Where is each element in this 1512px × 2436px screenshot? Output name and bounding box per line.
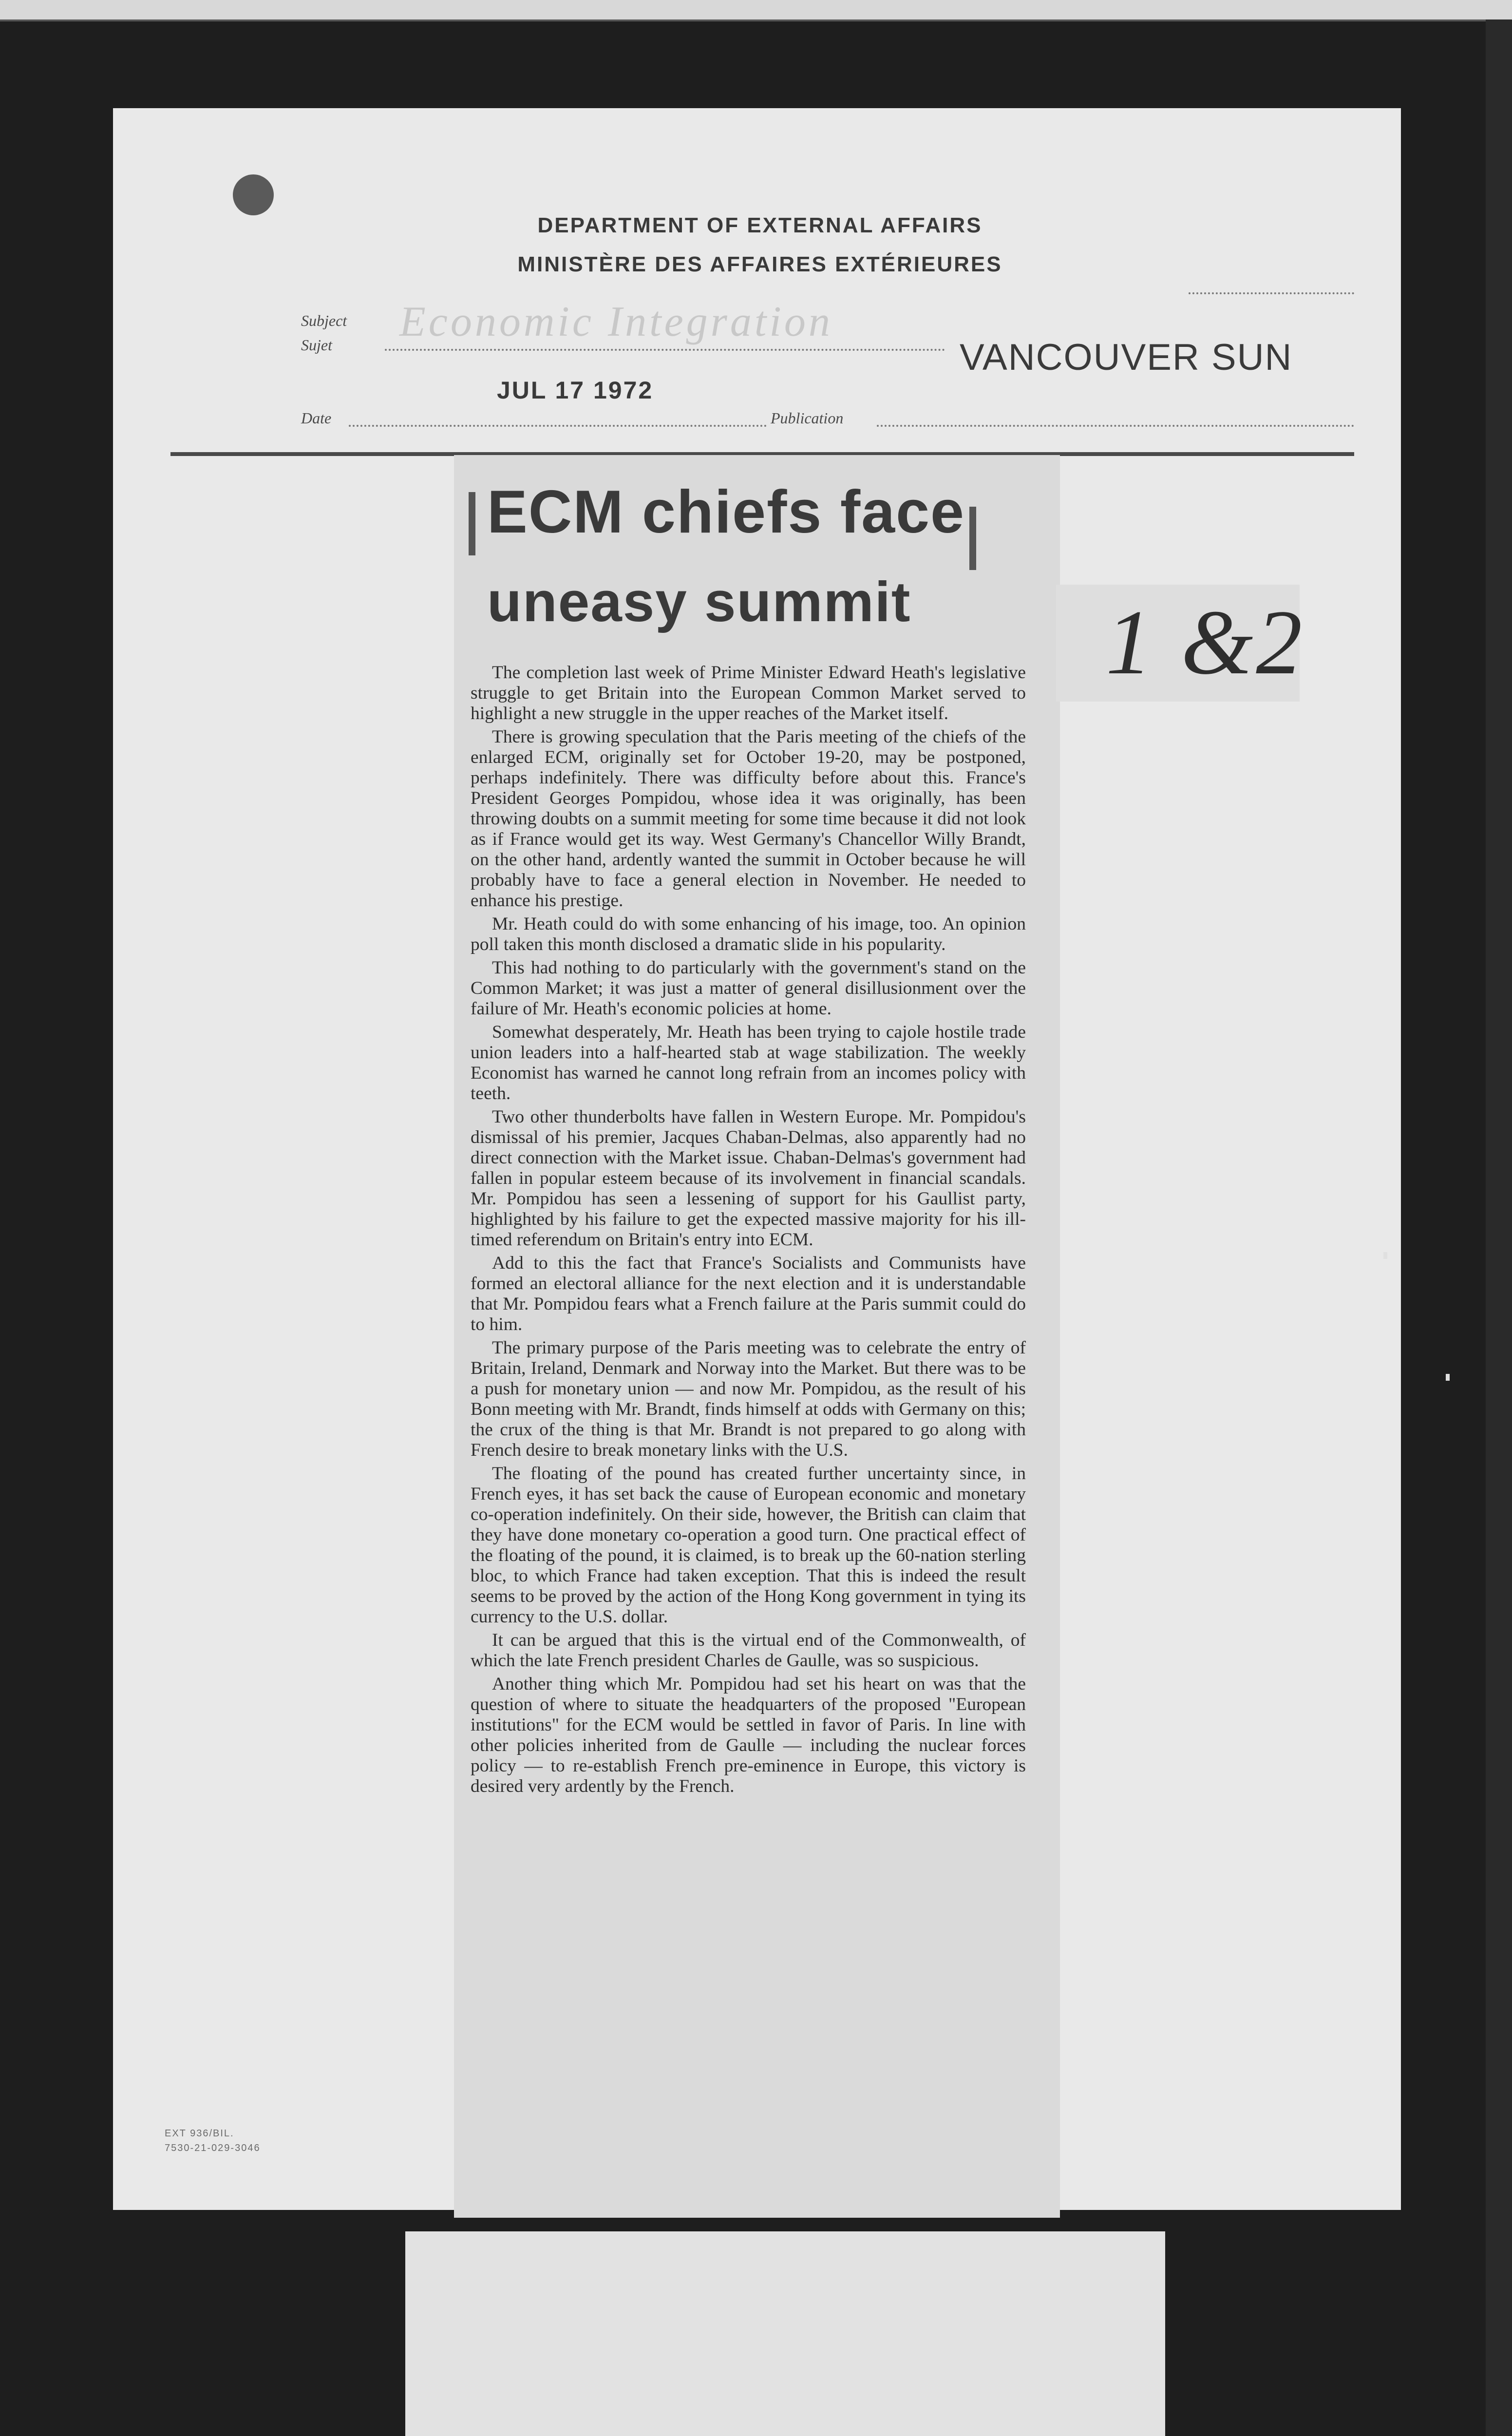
publication-name: VANCOUVER SUN [960, 337, 1293, 378]
article-paragraph: Mr. Heath could do with some enhancing of his image, too. An opinion poll taken this month disclosed a dramatic slide in his popularity. [471, 914, 1026, 954]
publication-label: Publication [771, 409, 844, 427]
dust-speck [1383, 1252, 1387, 1259]
subject-line-extension [1189, 292, 1354, 294]
subject-line [385, 349, 945, 351]
date-label: Date [301, 409, 332, 427]
headline-bracket-left [469, 492, 475, 555]
department-name-french: MINISTÈRE DES AFFAIRES EXTÉRIEURES [517, 252, 1002, 276]
subject-label: Subject [301, 312, 347, 329]
article-headline-line2: uneasy summit [487, 570, 911, 633]
article-paragraph: The floating of the pound has created further uncertainty since, in French eyes, it has set back the cause of European economic and monetary co-operation indefinitely. On their side, however, the British can claim that they have done monetary co-operation a good turn. One practical effect of the floating of the pound, it is claimed, is to break up the 60-nation sterling bloc, to which France had taken exception. That this is indeed the result seems to be proved by the action of the Hong Kong government in tying its currency to the U.S. dollar. [471, 1464, 1026, 1627]
page-marker: 1 &2 [1106, 591, 1305, 694]
binder-hole [233, 174, 274, 215]
subject-handwritten: Economic Integration [399, 298, 833, 345]
article-paragraph: Two other thunderbolts have fallen in Western Europe. Mr. Pompidou's dismissal of his premier, Jacques Chaban-Delmas, also apparently had no direct connection with the Market issue. Chaban-Delmas's government had fallen in popular esteem because of its involvement in financial scandals. Mr. Pompidou has seen a lessening of support for his Gaullist party, highlighted by his failure to get the expected massive majority for his ill-timed referendum on Britain's entry into ECM. [471, 1107, 1026, 1250]
article-paragraph: The primary purpose of the Paris meeting was to celebrate the entry of Britain, Ireland, Denmark and Norway into the Market. But there was to be a push for monetary union — and now Mr. Pompidou, as the result of his Bonn meeting with Mr. Brandt, finds himself at odds with Germany on this; the crux of the thing is that Mr. Brandt is not prepared to go along with French desire to break monetary links with the U.S. [471, 1338, 1026, 1460]
date-stamp: JUL 17 1972 [497, 377, 654, 404]
article-paragraph: Add to this the fact that France's Socialists and Communists have formed an electoral alliance for the next election and it is understandable that Mr. Pompidou fears what a French failure at the Paris summit could do to him. [471, 1253, 1026, 1334]
article-paragraph: Somewhat desperately, Mr. Heath has been trying to cajole hostile trade union leaders into a half-hearted stab at wage stabilization. The weekly Economist has warned he cannot long refrain from an incomes policy with teeth. [471, 1022, 1026, 1104]
article-headline-line1: ECM chiefs face [487, 478, 965, 546]
date-line [349, 425, 767, 427]
article-paragraph: Another thing which Mr. Pompidou had set his heart on was that the question of where to situate the headquarters of the proposed "European institutions" for the ECM would be settled in favor of Paris. In line with other policies inherited from de Gaulle — including the nuclear forces policy — to re-establish French pre-eminence in Europe, this victory is desired very ardently by the French. [471, 1674, 1026, 1796]
article-paragraph: There is growing speculation that the Paris meeting of the chiefs of the enlarged ECM, originally set for October 19-20, may be postponed, perhaps indefinitely. There was difficulty before about this. France's President Georges Pompidou, whose idea it was originally, has been throwing doubts on a summit meeting for some time because it did not look as if France would get its way. West Germany's Chancellor Willy Brandt, on the other hand, ardently wanted the summit in October because he will probably have to face a general election in November. He needed to enhance his prestige. [471, 727, 1026, 911]
article-paragraph: The completion last week of Prime Minister Edward Heath's legislative struggle to get Britain into the European Common Market served to highlight a new struggle in the upper reaches of the Market itself. [471, 663, 1026, 723]
article-paragraph: This had nothing to do particularly with the government's stand on the Common Market; it was just a matter of general disillusionment over the failure of Mr. Heath's economic policies at home. [471, 958, 1026, 1019]
form-code-line2: 7530-21-029-3046 [165, 2143, 261, 2153]
form-code-line1: EXT 936/BIL. [165, 2128, 234, 2139]
article-paragraph: It can be argued that this is the virtual end of the Commonwealth, of which the late French president Charles de Gaulle, was so suspicious. [471, 1630, 1026, 1671]
scanner-frame-top [0, 0, 1512, 21]
dust-speck [1446, 1374, 1450, 1381]
publication-line [877, 425, 1354, 427]
article-body [471, 663, 1026, 2197]
department-name-english: DEPARTMENT OF EXTERNAL AFFAIRS [537, 213, 983, 237]
underlying-paper-slip [405, 2231, 1165, 2436]
sujet-label: Sujet [301, 336, 332, 354]
scanner-frame-right [1486, 19, 1512, 2436]
